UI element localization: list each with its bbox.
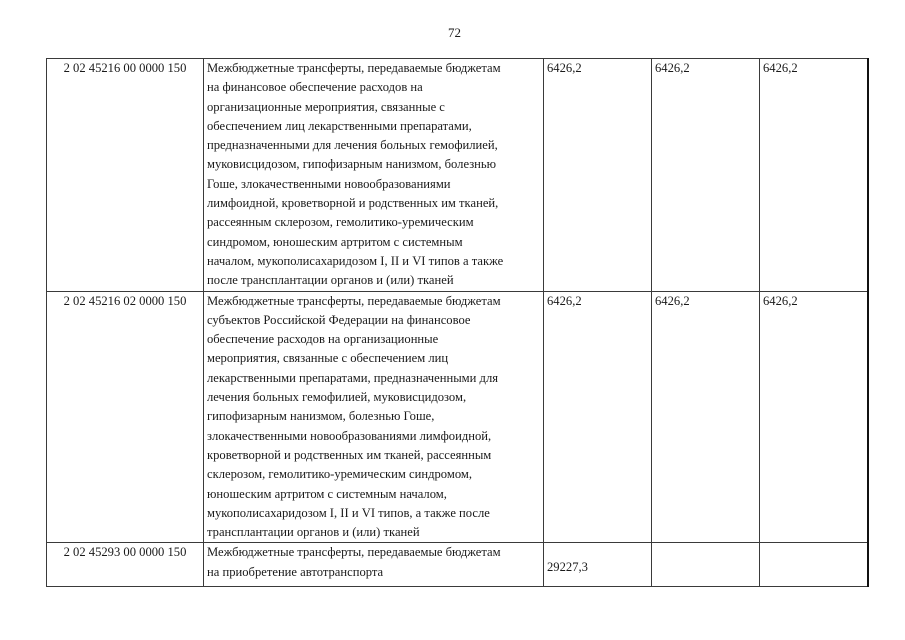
description-cell bbox=[204, 291, 544, 543]
description-line: после трансплантации органов и (или) тканей bbox=[207, 273, 454, 288]
description-line: юношеским артритом с системным началом, bbox=[207, 486, 447, 501]
budget-code-cell: 2 02 45216 00 0000 150 bbox=[47, 59, 204, 292]
description-line: Гоше, злокачественными новообразованиями bbox=[207, 176, 451, 191]
budget-code-cell: 2 02 45216 02 0000 150 bbox=[47, 291, 204, 543]
description-line: злокачественными новообразованиями лимфоидной, bbox=[207, 428, 492, 443]
description-line: началом, мукополисахаридозом I, II и VI типов а также bbox=[207, 253, 504, 268]
value-cell-year-1: 6426,2 bbox=[544, 291, 652, 543]
value-cell-year-1: 29227,3 bbox=[544, 543, 652, 587]
description-line: на финансовое обеспечение расходов на bbox=[207, 80, 423, 95]
description-line: обеспечение расходов на организационные bbox=[207, 332, 439, 347]
description-line: синдромом, юношеским артритом с системным bbox=[207, 234, 463, 249]
value-cell-year-3: 6426,2 bbox=[760, 291, 869, 543]
budget-table bbox=[46, 58, 869, 587]
description-line: гипофизарным нанизмом, болезнью Гоше, bbox=[207, 409, 435, 424]
description-line: склерозом, гемолитико-уремическим синдромом, bbox=[207, 467, 472, 482]
description-line: организационные мероприятия, связанные с bbox=[207, 99, 445, 114]
table-row bbox=[47, 291, 869, 543]
value-cell-year-1: 6426,2 bbox=[544, 59, 652, 292]
description-line: трансплантации органов и (или) тканей bbox=[207, 525, 420, 540]
page-number: 72 bbox=[448, 25, 461, 40]
value-cell-year-2: 6426,2 bbox=[652, 59, 760, 292]
description-line: предназначенными для лечения больных гемофилией, bbox=[207, 138, 498, 153]
description-line: субъектов Российской Федерации на финансовое bbox=[207, 312, 471, 327]
table-row bbox=[47, 543, 869, 587]
description-line: лекарственными препаратами, предназначенными для bbox=[207, 370, 499, 385]
value-cell-year-2 bbox=[652, 543, 760, 587]
value-cell-year-3: 6426,2 bbox=[760, 59, 869, 292]
description-cell bbox=[204, 543, 544, 587]
description-line: кроветворной и родственных им тканей, рассеянным bbox=[207, 447, 492, 462]
description-line: муковисцидозом, гипофизарным нанизмом, болезнью bbox=[207, 157, 497, 172]
table-row bbox=[47, 59, 869, 292]
description-line: лечения больных гемофилией, муковисцидозом, bbox=[207, 390, 467, 405]
description-line: Межбюджетные трансферты, передаваемые бюджетам bbox=[207, 293, 501, 308]
description-line: обеспечением лиц лекарственными препаратами, bbox=[207, 118, 472, 133]
description-line: на приобретение автотранспорта bbox=[207, 564, 384, 579]
description-line: Межбюджетные трансферты, передаваемые бюджетам bbox=[207, 545, 501, 560]
value-cell-year-3 bbox=[760, 543, 869, 587]
description-line: Межбюджетные трансферты, передаваемые бюджетам bbox=[207, 61, 501, 75]
description-line: мукополисахаридозом I, II и VI типов, а также после bbox=[207, 505, 490, 520]
budget-code-cell: 2 02 45293 00 0000 150 bbox=[47, 543, 204, 587]
description-cell bbox=[204, 59, 544, 292]
description-line: рассеянным склерозом, гемолитико-уремическим bbox=[207, 215, 474, 230]
description-line: мероприятия, связанные с обеспечением лиц bbox=[207, 351, 449, 366]
value-cell-year-2: 6426,2 bbox=[652, 291, 760, 543]
description-line: лимфоидной, кроветворной и родственных им тканей, bbox=[207, 196, 499, 211]
